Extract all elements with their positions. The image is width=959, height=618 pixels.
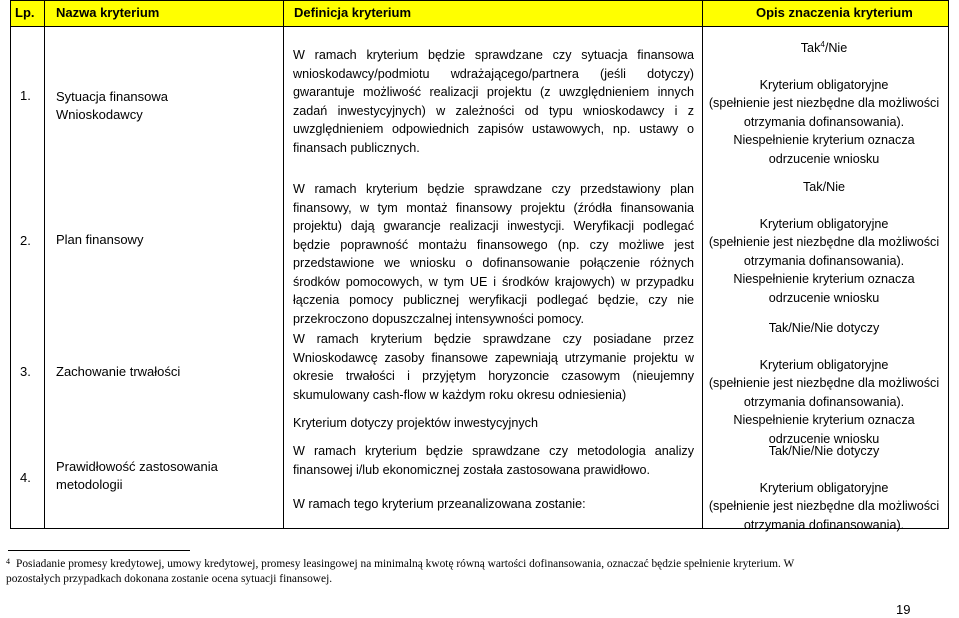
row-3-description (704, 319, 944, 448)
description-line: Niespełnienie kryterium oznacza (733, 272, 915, 286)
description-line: (spełnienie jest niezbędne dla możliwości (708, 235, 940, 249)
definition-line: finansach publicznych. (293, 140, 420, 155)
description-line: otrzymania dofinansowania). (743, 114, 905, 129)
row-1-criterion-value (704, 36, 944, 58)
row-2-description (704, 178, 944, 307)
footnote-text: Posiadanie promesy kredytowej, umowy kredytowej, promesy leasingowej na minimalną kwotę równą wartości dofinansowania, oznaczać będzie spełnienie kryterium. W (16, 558, 795, 570)
col-divider-name (283, 0, 284, 529)
row-2-number: 2. (20, 233, 31, 248)
row-1-name-line: Wnioskodawcy (56, 107, 143, 122)
header-description: Opis znaczenia kryterium (756, 5, 913, 20)
row-3-criterion-value: Tak/Nie/Nie dotyczy (768, 321, 880, 335)
definition-line: środków pomocowych, w tym UE i środków krajowych) w przypadku (293, 274, 694, 289)
row-2-name-line: Plan finansowy (56, 232, 144, 247)
definition-line: W ramach kryterium będzie sprawdzane czy przedstawiony plan (293, 182, 694, 196)
row-4-name-line: metodologii (56, 477, 123, 492)
definition-line: skumulowany cash-flow w każdym roku okresu odniesienia) (293, 387, 627, 402)
footnote-line (6, 557, 951, 572)
row-3-name (56, 363, 180, 381)
spacer (704, 58, 944, 76)
criterion-value-suffix: /Nie (824, 41, 848, 56)
definition-line: zadań inwestycyjnych) w zależności od typu wnioskodawcy i z (293, 103, 694, 118)
definition-line: uwzględnieniem odpowiednich zapisów ustawowych, np. ustawy o (293, 122, 694, 136)
definition-line: przekroczono dopuszczalnej intensywności pomocy. (293, 311, 584, 326)
table-border-top (10, 0, 949, 1)
row-3-definition (293, 330, 694, 404)
footnote (6, 557, 951, 586)
row-1-number: 1. (20, 88, 31, 103)
row-2-name (56, 231, 143, 249)
definition-line: W ramach kryterium będzie sprawdzane czy posiadane przez (293, 332, 694, 346)
row-4-name (56, 458, 218, 494)
col-divider-lp (44, 0, 45, 529)
definition-line: przedstawione we wniosku o dofinansowanie połączenie różnych (293, 256, 694, 270)
header-lp: Lp. (15, 5, 35, 20)
description-line: (spełnienie jest niezbędne dla możliwości (708, 376, 940, 390)
row-2-definition (293, 180, 694, 328)
row-4-extra-note: W ramach tego kryterium przeanalizowana zostanie: (293, 497, 586, 511)
definition-line: W ramach kryterium będzie sprawdzane czy metodologia analizy (293, 444, 694, 458)
description-line: Kryterium obligatoryjne (759, 480, 889, 495)
row-1-name-line: Sytuacja finansowa (56, 89, 169, 104)
table-border-right (948, 0, 949, 529)
definition-line: Wnioskodawcę zasoby finansowe zapewniają utrzymanie projektu w (293, 350, 694, 365)
row-2-criterion-value: Tak/Nie (803, 180, 845, 194)
description-line: Kryterium obligatoryjne (759, 357, 889, 372)
definition-line: będzie poprawność montażu finansowego (np. czy możliwe jest (293, 237, 694, 252)
description-line: otrzymania dofinansowania). (743, 394, 905, 409)
definition-line: gwarantuje możliwość realizacji projektu (z uwzględnieniem innych (293, 85, 694, 99)
definition-line: finansowej i/lub ekonomicznej została zastosowana prawidłowo. (293, 462, 651, 477)
row-3-number: 3. (20, 364, 31, 379)
spacer (704, 197, 944, 215)
row-3-extra-note: Kryterium dotyczy projektów inwestycyjnych (293, 416, 538, 430)
spacer (704, 461, 944, 479)
footnote-ref: 4 (820, 40, 825, 49)
row-4-name-line: Prawidłowość zastosowania (56, 459, 218, 474)
description-line: Niespełnienie kryterium oznacza (733, 133, 915, 148)
definition-line: wnioskodawcy/podmiotu wdrażającego/partnera (jeśli dotyczy) (293, 66, 694, 81)
definition-line: łączenia pomocy publicznej weryfikacji podlegać będzie, czy nie (293, 293, 694, 307)
definition-line: W ramach kryterium będzie sprawdzane czy sytuacja finansowa (293, 48, 694, 62)
row-4-definition (293, 442, 694, 479)
footnote-separator (8, 550, 190, 551)
footnote-text: pozostałych przypadkach dokonana zostanie ocena sytuacji finansowej. (6, 572, 333, 585)
definition-line: projektu) dają gwarancje realizacji inwestycji. Weryfikacji podlegać (293, 219, 694, 233)
header-definition: Definicja kryterium (294, 5, 412, 20)
description-line: (spełnienie jest niezbędne dla możliwości (708, 96, 940, 111)
table-border-left (10, 0, 11, 529)
definition-line: finansowy, w tym montaż finansowy projektu (źródła finansowania (293, 200, 694, 215)
description-line: odrzucenie wniosku (768, 151, 880, 166)
definition-line: okresie trwałości i przyjętym horyzoncie czasowym (nieujemny (293, 369, 694, 383)
header-bottom-rule (10, 26, 949, 27)
row-4-description (704, 442, 944, 534)
row-4-criterion-value: Tak/Nie/Nie dotyczy (768, 444, 880, 458)
description-line: Niespełnienie kryterium oznacza (733, 413, 915, 427)
description-line: odrzucenie wniosku (768, 290, 880, 305)
description-line: otrzymania dofinansowania). (743, 517, 905, 532)
row-1-definition (293, 46, 694, 157)
row-3-name-line: Zachowanie trwałości (56, 364, 181, 379)
description-line: odrzucenie wniosku (768, 431, 880, 446)
row-1-name (56, 88, 168, 124)
description-line: otrzymania dofinansowania). (743, 253, 905, 268)
description-line: Kryterium obligatoryjne (759, 216, 889, 231)
row-1-description (704, 36, 944, 168)
col-divider-definition (702, 0, 703, 529)
footnote-marker: 4 (6, 557, 10, 566)
description-line: (spełnienie jest niezbędne dla możliwości (708, 499, 940, 513)
page-number: 19 (896, 602, 911, 617)
header-name: Nazwa kryterium (56, 5, 160, 20)
criterion-value: Tak (800, 41, 821, 56)
spacer (704, 338, 944, 356)
row-4-number: 4. (20, 470, 31, 485)
description-line: Kryterium obligatoryjne (759, 77, 889, 92)
